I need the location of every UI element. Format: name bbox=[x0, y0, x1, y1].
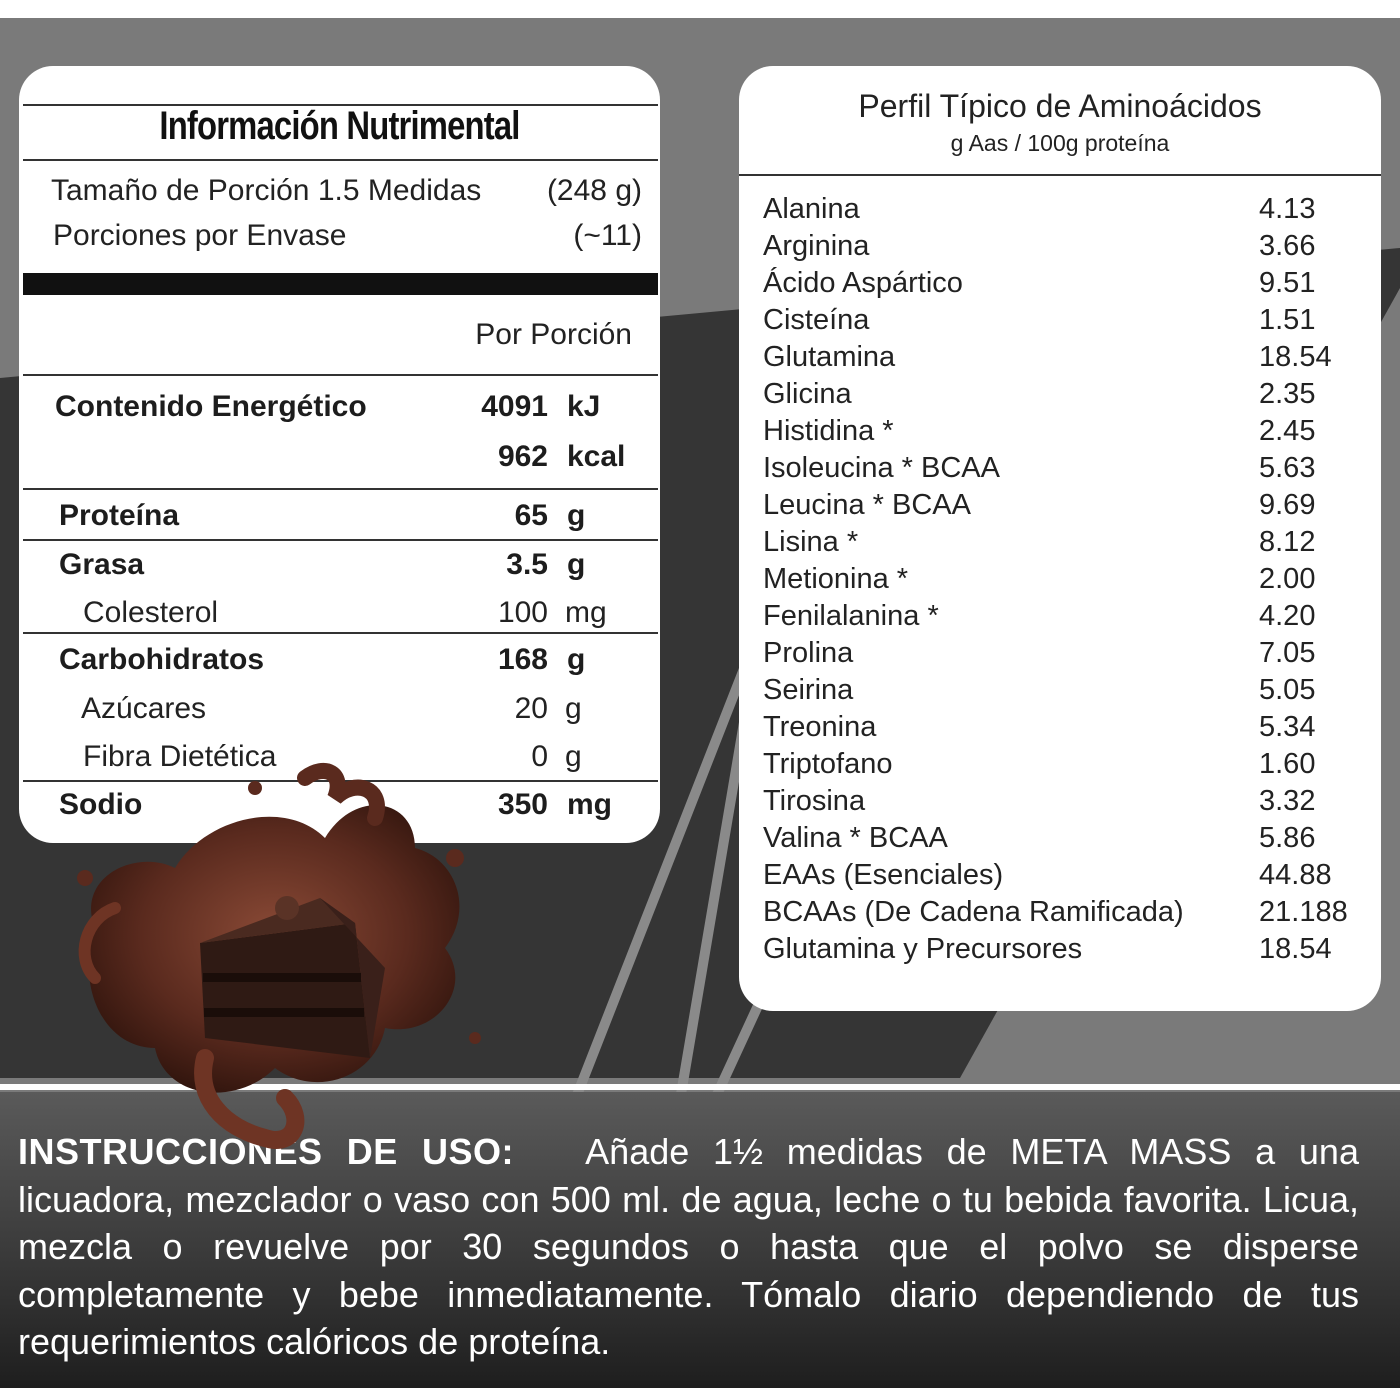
list-item bbox=[763, 637, 1363, 674]
list-item bbox=[763, 748, 1363, 785]
fat-unit: g bbox=[567, 548, 586, 581]
amino-value: 5.63 bbox=[1259, 452, 1316, 484]
cholesterol-value: 100 bbox=[497, 596, 548, 629]
fat-value: 3.5 bbox=[506, 548, 548, 581]
list-item bbox=[763, 526, 1363, 563]
list-item bbox=[763, 378, 1363, 415]
list-item bbox=[763, 711, 1363, 748]
amino-name: Glutamina bbox=[763, 341, 896, 373]
list-item bbox=[763, 267, 1363, 304]
amino-acid-panel bbox=[739, 66, 1381, 1011]
list-item bbox=[763, 896, 1363, 933]
amino-name: Isoleucina * BCAA bbox=[763, 452, 1000, 484]
list-item bbox=[763, 415, 1363, 452]
amino-name: Alanina bbox=[763, 193, 860, 225]
amino-name: Glutamina y Precursores bbox=[763, 933, 1083, 965]
amino-name: Lisina * bbox=[763, 526, 859, 558]
amino-value: 2.00 bbox=[1259, 563, 1316, 595]
sodium-unit: mg bbox=[567, 788, 612, 821]
divider bbox=[23, 374, 658, 376]
amino-name: Fenilalanina * bbox=[763, 600, 939, 632]
sugars-label: Azúcares bbox=[81, 692, 207, 725]
amino-value: 9.69 bbox=[1259, 489, 1316, 521]
energy-kj-value: 4091 bbox=[481, 390, 548, 423]
instructions-text bbox=[18, 1128, 1359, 1366]
amino-name: Prolina bbox=[763, 637, 854, 669]
list-item bbox=[763, 489, 1363, 526]
amino-value: 18.54 bbox=[1259, 933, 1332, 965]
list-item bbox=[763, 452, 1363, 489]
serving-size-label: Tamaño de Porción 1.5 Medidas bbox=[51, 174, 482, 207]
nutrition-facts-panel bbox=[19, 66, 660, 843]
amino-name: Leucina * BCAA bbox=[763, 489, 971, 521]
nutrition-title: Información Nutrimental bbox=[159, 104, 520, 148]
carbohydrates-value: 168 bbox=[497, 643, 548, 676]
amino-name: EAAs (Esenciales) bbox=[763, 859, 1004, 891]
chocolate-cake-splash-icon bbox=[55, 758, 495, 1158]
amino-value: 5.86 bbox=[1259, 822, 1316, 854]
cholesterol-unit: mg bbox=[565, 596, 607, 629]
thick-divider bbox=[23, 273, 658, 295]
amino-value: 2.35 bbox=[1259, 378, 1316, 410]
cholesterol-label: Colesterol bbox=[83, 596, 219, 629]
fat-label: Grasa bbox=[59, 548, 145, 581]
amino-name: Cisteína bbox=[763, 304, 870, 336]
sodium-value: 350 bbox=[497, 788, 548, 821]
amino-value: 3.66 bbox=[1259, 230, 1316, 262]
list-item bbox=[763, 341, 1363, 378]
energy-label: Contenido Energético bbox=[55, 390, 367, 423]
amino-value: 4.13 bbox=[1259, 193, 1316, 225]
list-item bbox=[763, 193, 1363, 230]
amino-name: Valina * BCAA bbox=[763, 822, 948, 854]
servings-label: Porciones por Envase bbox=[53, 219, 347, 252]
protein-value: 65 bbox=[514, 499, 548, 532]
amino-name: Metionina * bbox=[763, 563, 909, 595]
sugars-value: 20 bbox=[514, 692, 548, 725]
amino-list bbox=[763, 193, 1363, 970]
divider bbox=[739, 174, 1381, 176]
amino-value: 44.88 bbox=[1259, 859, 1332, 891]
amino-title: Perfil Típico de Aminoácidos bbox=[858, 88, 1262, 124]
divider bbox=[23, 159, 658, 161]
sugars-unit: g bbox=[565, 692, 582, 725]
amino-value: 21.188 bbox=[1259, 896, 1348, 928]
amino-name: Histidina * bbox=[763, 415, 894, 447]
amino-value: 5.05 bbox=[1259, 674, 1316, 706]
list-item bbox=[763, 822, 1363, 859]
fiber-value: 0 bbox=[531, 740, 548, 773]
amino-value: 1.60 bbox=[1259, 748, 1316, 780]
carbohydrates-unit: g bbox=[567, 643, 586, 676]
label-background bbox=[0, 18, 1400, 1388]
amino-name: Arginina bbox=[763, 230, 870, 262]
amino-name: Glicina bbox=[763, 378, 852, 410]
per-serving-label: Por Porción bbox=[475, 318, 632, 351]
amino-name: Tirosina bbox=[763, 785, 866, 817]
amino-value: 18.54 bbox=[1259, 341, 1332, 373]
divider bbox=[23, 539, 658, 541]
fiber-unit: g bbox=[565, 740, 582, 773]
divider bbox=[23, 632, 658, 634]
list-item bbox=[763, 859, 1363, 896]
list-item bbox=[763, 674, 1363, 711]
list-item bbox=[763, 563, 1363, 600]
amino-value: 3.32 bbox=[1259, 785, 1316, 817]
servings-value: (~11) bbox=[573, 219, 642, 252]
amino-value: 5.34 bbox=[1259, 711, 1316, 743]
list-item bbox=[763, 600, 1363, 637]
list-item bbox=[763, 304, 1363, 341]
carbohydrates-label: Carbohidratos bbox=[59, 643, 265, 676]
amino-value: 7.05 bbox=[1259, 637, 1316, 669]
sodium-label: Sodio bbox=[59, 788, 143, 821]
amino-name: Triptofano bbox=[763, 748, 893, 780]
list-item bbox=[763, 785, 1363, 822]
amino-name: Seirina bbox=[763, 674, 854, 706]
serving-size-value: (248 g) bbox=[546, 174, 642, 207]
amino-subtitle: g Aas / 100g proteína bbox=[950, 130, 1170, 156]
instructions-body: Añade 1½ medidas de META MASS a una licuadora, mezclador o vaso con 500 ml. de agua, leche o tu bebida favorita. Licua, mezcla o revuelve por 30 segundos o hasta que el polvo se disperse completamente y bebe inmediatamente. Tómalo diario dependiendo de tus requerimientos calóricos de proteína. bbox=[18, 1131, 1359, 1362]
protein-label: Proteína bbox=[59, 499, 180, 532]
amino-value: 8.12 bbox=[1259, 526, 1316, 558]
amino-name: Treonina bbox=[763, 711, 877, 743]
energy-kj-unit: kJ bbox=[567, 390, 601, 423]
fiber-label: Fibra Dietética bbox=[83, 740, 277, 773]
amino-value: 1.51 bbox=[1259, 304, 1316, 336]
amino-name: Ácido Aspártico bbox=[763, 267, 963, 299]
amino-name: BCAAs (De Cadena Ramificada) bbox=[763, 896, 1184, 928]
protein-unit: g bbox=[567, 499, 586, 532]
instructions-heading: INSTRUCCIONES DE USO: bbox=[18, 1131, 514, 1172]
energy-kcal-unit: kcal bbox=[567, 440, 626, 473]
amino-value: 4.20 bbox=[1259, 600, 1316, 632]
list-item bbox=[763, 230, 1363, 267]
list-item bbox=[763, 933, 1363, 970]
energy-kcal-value: 962 bbox=[497, 440, 548, 473]
amino-value: 2.45 bbox=[1259, 415, 1316, 447]
divider bbox=[23, 488, 658, 490]
amino-value: 9.51 bbox=[1259, 267, 1316, 299]
